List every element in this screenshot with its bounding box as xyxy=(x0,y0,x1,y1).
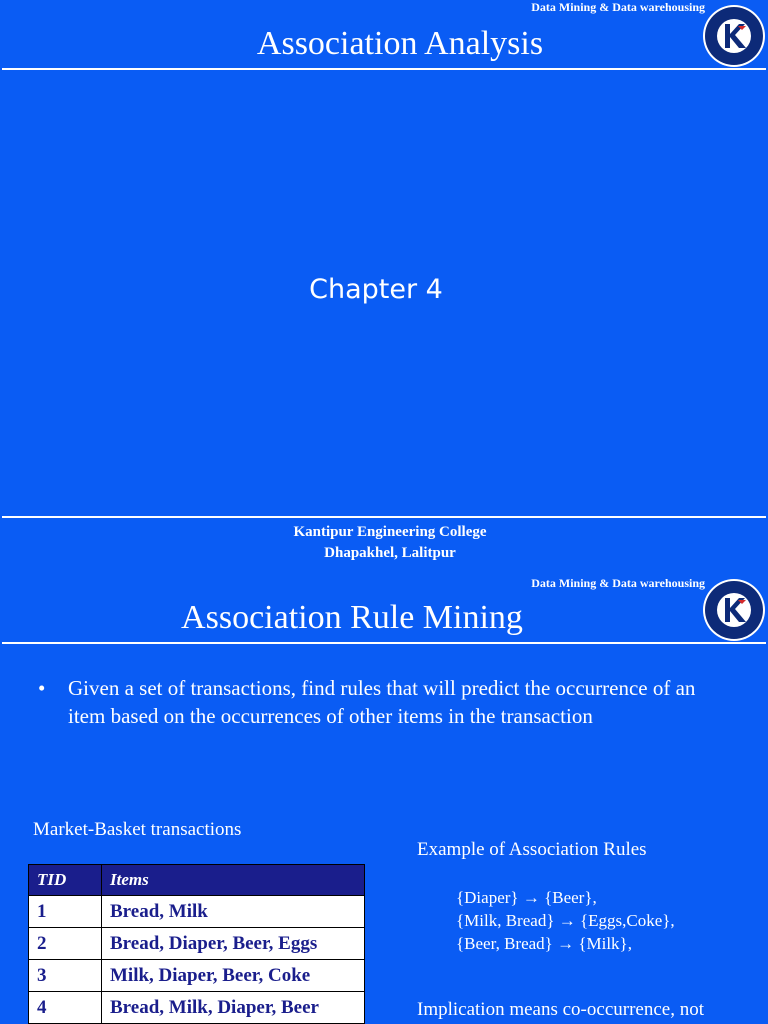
slide-2 xyxy=(0,574,768,1024)
header-tag: Data Mining & Data warehousing xyxy=(531,576,705,590)
rule-item: {Beer, Bread} → {Milk}, xyxy=(456,934,632,953)
college-logo xyxy=(702,578,766,642)
table-row xyxy=(29,992,365,1024)
table-row xyxy=(29,928,365,960)
cell-items: Bread, Milk xyxy=(102,896,365,928)
chapter-heading: Chapter 4 xyxy=(309,274,443,305)
title-divider xyxy=(2,68,766,70)
cell-tid: 1 xyxy=(29,896,102,928)
cell-items: Bread, Milk, Diaper, Beer xyxy=(102,992,365,1024)
bullet-text: Given a set of transactions, find rules that will predict the occurrence of an item based on the occurrences of other items in the transaction xyxy=(68,676,696,728)
implication-note: Implication means co-occurrence, not xyxy=(417,999,704,1020)
footer-college: Kantipur Engineering College xyxy=(293,524,487,540)
basket-caption: Market-Basket transactions xyxy=(33,819,242,840)
column-header-items: Items xyxy=(102,865,365,896)
table-header-row xyxy=(29,865,365,896)
header-tag: Data Mining & Data warehousing xyxy=(531,0,705,14)
cell-tid: 3 xyxy=(29,960,102,992)
footer-location: Dhapakhel, Lalitpur xyxy=(324,545,456,561)
transactions-table xyxy=(28,864,365,1024)
rules-caption: Example of Association Rules xyxy=(417,839,647,860)
bullet-icon: • xyxy=(38,676,46,700)
title-divider xyxy=(2,642,766,644)
college-logo xyxy=(702,4,766,68)
column-header-tid: TID xyxy=(29,865,102,896)
cell-tid: 4 xyxy=(29,992,102,1024)
table-row xyxy=(29,960,365,992)
slide-title: Association Analysis xyxy=(256,25,544,62)
cell-tid: 2 xyxy=(29,928,102,960)
cell-items: Milk, Diaper, Beer, Coke xyxy=(102,960,365,992)
footer-divider xyxy=(2,516,766,518)
slide-title: Association Rule Mining xyxy=(181,599,523,636)
table-row xyxy=(29,896,365,928)
rule-item: {Milk, Bread} → {Eggs,Coke}, xyxy=(456,911,675,930)
footer xyxy=(0,522,768,564)
rule-item: {Diaper} → {Beer}, xyxy=(456,888,597,907)
rules-list xyxy=(456,886,675,955)
cell-items: Bread, Diaper, Beer, Eggs xyxy=(102,928,365,960)
